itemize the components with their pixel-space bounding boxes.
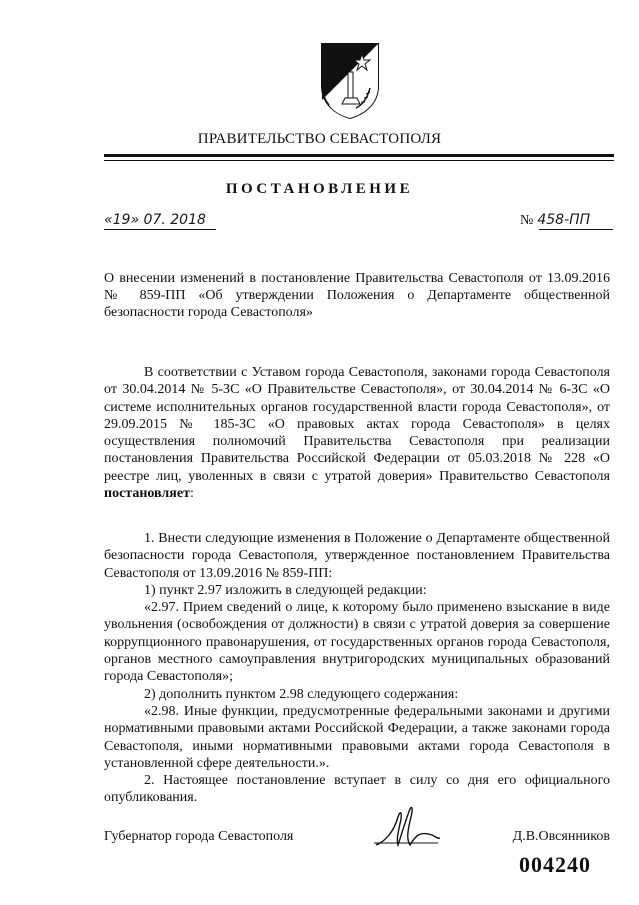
number-underline [539, 229, 613, 230]
preamble-text: В соответствии с Уставом города Севастополя, законами города Севастополя от 30.04.2014 № 5-ЗС «О Правительстве Севастополя», от 30.04.2014 № 6-ЗС «О системе исполнительных органов государственной власти города Севастополя», от 29.09.2015 № 185-ЗС «О правовых актах города Севастополя» в целях осуществления полномочий Правительства Севастополя при реализации постановления Правительства Российской Федерации от 05.03.2018 № 228 «О реестре лиц, уволенных в связи с утратой доверия» Правительство Севастополя [104, 365, 610, 484]
preamble-paragraph [104, 364, 610, 502]
document-type: ПОСТАНОВЛЕНИЕ [225, 181, 414, 197]
header-rule-thick [104, 154, 614, 157]
document-subject: О внесении изменений в постановление Правительства Севастополя от 13.09.2016 № 859-ПП «Об утверждении Положения о Департаменте общественной безопасности города Севастополя» [104, 271, 610, 320]
organization-title: ПРАВИТЕЛЬСТВО СЕВАСТОПОЛЯ [197, 131, 442, 147]
date-underline [104, 229, 216, 230]
item-1: 1. Внести следующие изменения в Положение о Департаменте общественной безопасности города Севастополя, утвержденное постановлением Правительства Севастополя от 13.09.2016 № 859-ПП: [104, 531, 610, 581]
document-serial-number: 004240 [519, 852, 591, 877]
resolution-items [104, 530, 610, 807]
preamble [104, 364, 610, 502]
date-value: «19» 07. 2018 [104, 212, 206, 228]
item-1-2: 2) дополнить пунктом 2.98 следующего содержания: [144, 686, 459, 702]
preamble-end: : [189, 486, 194, 502]
signatory-position: Губернатор города Севастополя [104, 829, 294, 844]
item-1-2-text: «2.98. Иные функции, предусмотренные федеральными законами и другими нормативными правовыми актами Российской Федерации, а также законами города Севастополя, иными нормативными правовыми актами города Севастополя в установленной сфере деятельности.». [104, 703, 610, 771]
header-rule-thin [104, 160, 614, 161]
coat-of-arms-emblem [320, 42, 380, 120]
preamble-verb: постановляет [104, 486, 190, 502]
number-value: 458-ПП [537, 212, 591, 228]
number-prefix: № [520, 213, 534, 228]
item-1-1-text: «2.97. Прием сведений о лице, к которому было применено взыскание в виде увольнения (освобождения от должности) в связи с утратой доверия за совершение коррупционного правонарушения, от государственных органов города Севастополя, органов местного самоуправления внутригородских муниципальных образований города Севастополя»; [104, 600, 610, 685]
item-2: 2. Настоящее постановление вступает в силу со дня его официального опубликования. [104, 773, 610, 806]
handwritten-signature [372, 805, 442, 855]
signatory-name: Д.В.Овсянников [512, 829, 610, 844]
document-date [104, 211, 206, 229]
item-1-1: 1) пункт 2.97 изложить в следующей редакции: [144, 582, 427, 598]
document-number [520, 211, 590, 229]
